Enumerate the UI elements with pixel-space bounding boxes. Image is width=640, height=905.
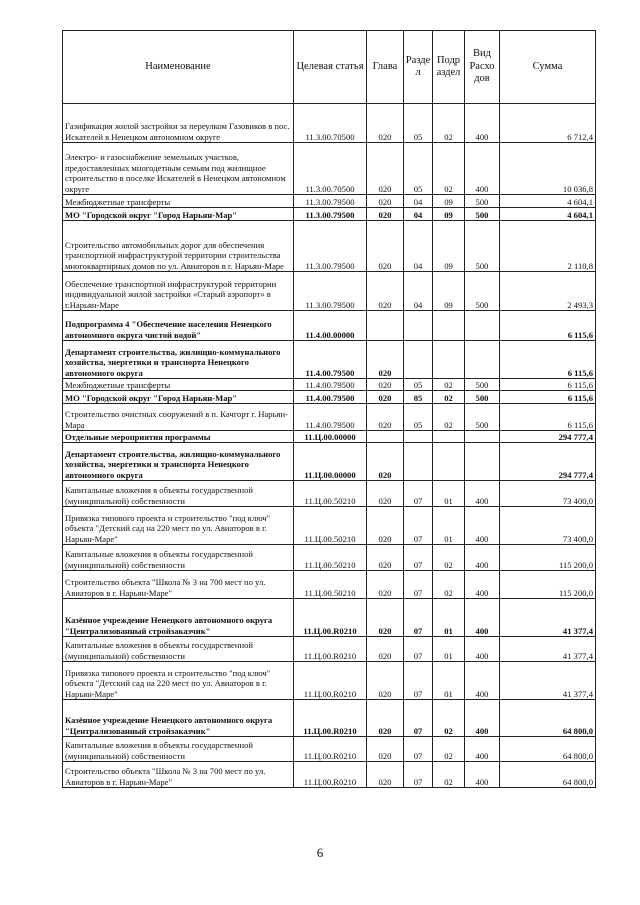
table-row — [63, 481, 596, 507]
row-target-article: 11.Ц.00.R0210 — [294, 762, 367, 788]
row-section: 07 — [404, 507, 433, 545]
row-name: МО "Городской округ "Город Нарьян-Мар" — [63, 391, 294, 404]
page-number: 6 — [316, 845, 324, 860]
row-subsection: 09 — [433, 221, 465, 272]
row-section: 05 — [404, 379, 433, 391]
row-subsection: 02 — [433, 379, 465, 391]
row-name: Казённое учреждение Ненецкого автономного округа "Централизованный стройзаказчик" — [63, 700, 294, 737]
row-sum: 115 200,0 — [500, 545, 596, 571]
row-expense-type: 500 — [465, 195, 500, 208]
row-expense-type: 500 — [465, 404, 500, 431]
table-row — [63, 208, 596, 221]
row-expense-type: 400 — [465, 599, 500, 637]
row-sum: 64 800,0 — [500, 700, 596, 737]
row-section: 07 — [404, 481, 433, 507]
table-row — [63, 272, 596, 311]
row-target-article: 11.3.00.79500 — [294, 272, 367, 311]
row-chapter: 020 — [367, 104, 404, 143]
row-subsection — [433, 431, 465, 443]
row-target-article: 11.Ц.00.R0210 — [294, 662, 367, 700]
row-sum: 115 200,0 — [500, 571, 596, 599]
row-subsection: 02 — [433, 104, 465, 143]
row-section — [404, 311, 433, 341]
table-row — [63, 143, 596, 195]
row-target-article: 11.Ц.00.R0210 — [294, 737, 367, 762]
row-target-article: 11.Ц.00.50210 — [294, 481, 367, 507]
row-chapter: 020 — [367, 481, 404, 507]
table-row — [63, 762, 596, 788]
row-expense-type — [465, 341, 500, 379]
row-target-article: 11.4.00.79500 — [294, 391, 367, 404]
row-subsection: 02 — [433, 571, 465, 599]
row-expense-type: 400 — [465, 571, 500, 599]
row-name: Капитальные вложения в объекты государственной (муниципальной) собственности — [63, 481, 294, 507]
row-expense-type: 400 — [465, 637, 500, 662]
row-sum: 2 493,3 — [500, 272, 596, 311]
row-subsection: 01 — [433, 481, 465, 507]
row-section: 07 — [404, 662, 433, 700]
row-chapter: 020 — [367, 662, 404, 700]
row-name: Строительство объекта "Школа № 3 на 700 мест по ул. Авиаторов в г. Нарьян-Маре" — [63, 571, 294, 599]
table-row — [63, 195, 596, 208]
row-section — [404, 341, 433, 379]
row-sum: 2 110,8 — [500, 221, 596, 272]
row-target-article: 11.Ц.00.R0210 — [294, 637, 367, 662]
row-chapter: 020 — [367, 545, 404, 571]
row-chapter: 020 — [367, 391, 404, 404]
row-name: Межбюджетные трансферты — [63, 195, 294, 208]
row-section: 07 — [404, 545, 433, 571]
row-sum: 64 800,0 — [500, 737, 596, 762]
row-section: 04 — [404, 208, 433, 221]
header-name: Наименование — [63, 31, 294, 104]
row-sum: 41 377,4 — [500, 637, 596, 662]
row-expense-type — [465, 311, 500, 341]
row-chapter: 020 — [367, 341, 404, 379]
row-target-article: 11.3.00.70500 — [294, 143, 367, 195]
row-chapter: 020 — [367, 571, 404, 599]
row-expense-type: 400 — [465, 737, 500, 762]
row-subsection: 02 — [433, 545, 465, 571]
row-sum: 294 777,4 — [500, 431, 596, 443]
row-expense-type: 500 — [465, 379, 500, 391]
row-subsection: 01 — [433, 599, 465, 637]
row-subsection — [433, 311, 465, 341]
row-name: Департамент строительства, жилищно-коммунального хозяйства, энергетики и транспорта Ненецкого автономного округа — [63, 443, 294, 481]
row-name: Строительство объекта "Школа № 3 на 700 мест по ул. Авиаторов в г. Нарьян-Маре" — [63, 762, 294, 788]
row-subsection: 02 — [433, 762, 465, 788]
row-subsection: 02 — [433, 143, 465, 195]
row-sum: 64 800,0 — [500, 762, 596, 788]
row-section: 07 — [404, 700, 433, 737]
row-expense-type: 500 — [465, 272, 500, 311]
row-name: МО "Городской округ "Город Нарьян-Мар" — [63, 208, 294, 221]
row-expense-type: 400 — [465, 507, 500, 545]
row-sum: 73 400,0 — [500, 481, 596, 507]
row-name: Подпрограмма 4 "Обеспечение населения Ненецкого автономного округа чистой водой" — [63, 311, 294, 341]
row-section: 05 — [404, 391, 433, 404]
row-section: 04 — [404, 195, 433, 208]
row-target-article: 11.4.00.79500 — [294, 341, 367, 379]
table-row — [63, 431, 596, 443]
header-subsection: Подр аздел — [433, 31, 465, 104]
row-target-article: 11.4.00.00000 — [294, 311, 367, 341]
row-target-article: 11.Ц.00.00000 — [294, 431, 367, 443]
row-subsection: 01 — [433, 507, 465, 545]
row-name: Капитальные вложения в объекты государственной (муниципальной) собственности — [63, 637, 294, 662]
row-target-article: 11.Ц.00.R0210 — [294, 700, 367, 737]
row-chapter: 020 — [367, 737, 404, 762]
row-chapter: 020 — [367, 143, 404, 195]
row-expense-type: 400 — [465, 104, 500, 143]
row-name: Капитальные вложения в объекты государственной (муниципальной) собственности — [63, 545, 294, 571]
row-chapter: 020 — [367, 404, 404, 431]
row-target-article: 11.Ц.00.R0210 — [294, 599, 367, 637]
row-sum: 6 115,6 — [500, 311, 596, 341]
row-target-article: 11.4.00.79500 — [294, 404, 367, 431]
row-subsection: 02 — [433, 391, 465, 404]
row-target-article: 11.3.00.79500 — [294, 221, 367, 272]
row-sum: 4 604,1 — [500, 195, 596, 208]
row-subsection: 02 — [433, 700, 465, 737]
row-subsection: 09 — [433, 208, 465, 221]
row-sum: 294 777,4 — [500, 443, 596, 481]
table-row — [63, 104, 596, 143]
row-chapter: 020 — [367, 637, 404, 662]
row-target-article: 11.Ц.00.50210 — [294, 571, 367, 599]
row-target-article: 11.Ц.00.50210 — [294, 545, 367, 571]
table-row — [63, 571, 596, 599]
row-expense-type — [465, 431, 500, 443]
row-section: 05 — [404, 404, 433, 431]
row-subsection: 02 — [433, 737, 465, 762]
table-row — [63, 221, 596, 272]
header-target-article: Целевая статья — [294, 31, 367, 104]
row-name: Строительство автомобильных дорог для обеспечения транспортной инфраструктурой территории строительства многоквартирных домов по ул. Авиаторов в г. Нарьян-Маре — [63, 221, 294, 272]
budget-table — [62, 30, 596, 788]
row-section: 05 — [404, 104, 433, 143]
row-target-article: 11.4.00.79500 — [294, 379, 367, 391]
row-section — [404, 443, 433, 481]
row-section: 07 — [404, 571, 433, 599]
row-chapter: 020 — [367, 195, 404, 208]
row-chapter: 020 — [367, 599, 404, 637]
row-chapter: 020 — [367, 700, 404, 737]
table-row — [63, 507, 596, 545]
row-subsection — [433, 443, 465, 481]
row-name: Строительство очистных сооружений в п. Качгорт г. Нарьян-Мара — [63, 404, 294, 431]
row-section: 07 — [404, 762, 433, 788]
row-chapter: 020 — [367, 507, 404, 545]
row-name: Капитальные вложения в объекты государственной (муниципальной) собственности — [63, 737, 294, 762]
row-target-article: 11.3.00.79500 — [294, 208, 367, 221]
row-expense-type: 500 — [465, 391, 500, 404]
row-sum: 10 036,8 — [500, 143, 596, 195]
row-expense-type: 500 — [465, 208, 500, 221]
row-expense-type: 400 — [465, 143, 500, 195]
row-section: 07 — [404, 599, 433, 637]
row-sum: 6 115,6 — [500, 341, 596, 379]
row-sum: 6 115,6 — [500, 391, 596, 404]
table-row — [63, 599, 596, 637]
table-header-row — [63, 31, 596, 104]
row-expense-type: 400 — [465, 481, 500, 507]
row-sum: 6 712,4 — [500, 104, 596, 143]
row-section: 05 — [404, 143, 433, 195]
table-row — [63, 637, 596, 662]
table-row — [63, 341, 596, 379]
row-chapter: 020 — [367, 272, 404, 311]
table-row — [63, 545, 596, 571]
row-section: 07 — [404, 637, 433, 662]
table-body — [63, 104, 596, 788]
table-row — [63, 404, 596, 431]
row-name: Привязка типового проекта и строительство "под ключ" объекта "Детский сад на 220 мест по ул. Авиаторов в г. Нарьян-Маре" — [63, 662, 294, 700]
row-section: 07 — [404, 737, 433, 762]
row-chapter: 020 — [367, 762, 404, 788]
row-name: Межбюджетные трансферты — [63, 379, 294, 391]
table-row — [63, 737, 596, 762]
row-section: 04 — [404, 221, 433, 272]
row-chapter — [367, 311, 404, 341]
row-subsection: 01 — [433, 662, 465, 700]
table-row — [63, 311, 596, 341]
row-sum: 6 115,6 — [500, 379, 596, 391]
header-expense-type: Вид Расхо дов — [465, 31, 500, 104]
table-row — [63, 700, 596, 737]
row-expense-type: 400 — [465, 662, 500, 700]
row-name: Привязка типового проекта и строительство "под ключ" объекта "Детский сад на 220 мест по ул. Авиаторов в г. Нарьян-Маре" — [63, 507, 294, 545]
table-row — [63, 443, 596, 481]
row-chapter: 020 — [367, 221, 404, 272]
row-name: Департамент строительства, жилищно-коммунального хозяйства, энергетики и транспорта Ненецкого автономного округа — [63, 341, 294, 379]
row-name: Электро- и газоснабжение земельных участков, предоставленных многодетным семьям под жилищное строительство в поселке Искателей в Ненецком автономном округе — [63, 143, 294, 195]
row-subsection: 09 — [433, 195, 465, 208]
row-sum: 41 377,4 — [500, 662, 596, 700]
row-expense-type: 400 — [465, 762, 500, 788]
row-expense-type: 500 — [465, 221, 500, 272]
row-sum: 6 115,6 — [500, 404, 596, 431]
row-name: Казённое учреждение Ненецкого автономного округа "Централизованный стройзаказчик" — [63, 599, 294, 637]
row-name: Газификация жилой застройки за переулком Газовиков в пос. Искателей в Ненецком автономном округе — [63, 104, 294, 143]
header-sum: Сумма — [500, 31, 596, 104]
row-chapter — [367, 431, 404, 443]
row-section — [404, 431, 433, 443]
row-chapter: 020 — [367, 443, 404, 481]
row-subsection: 01 — [433, 637, 465, 662]
row-subsection — [433, 341, 465, 379]
row-name: Обеспечение транспортной инфраструктурой территории индивидуальной жилой застройки «Старый аэропорт» в г.Нарьян-Маре — [63, 272, 294, 311]
table-row — [63, 379, 596, 391]
row-subsection: 02 — [433, 404, 465, 431]
row-name: Отдельные мероприятия программы — [63, 431, 294, 443]
row-target-article: 11.Ц.00.00000 — [294, 443, 367, 481]
row-chapter: 020 — [367, 208, 404, 221]
row-subsection: 09 — [433, 272, 465, 311]
row-expense-type: 400 — [465, 545, 500, 571]
row-section: 04 — [404, 272, 433, 311]
row-chapter: 020 — [367, 379, 404, 391]
row-target-article: 11.Ц.00.50210 — [294, 507, 367, 545]
row-expense-type — [465, 443, 500, 481]
table-row — [63, 391, 596, 404]
header-section: Разде л — [404, 31, 433, 104]
row-sum: 41 377,4 — [500, 599, 596, 637]
table-row — [63, 662, 596, 700]
row-sum: 73 400,0 — [500, 507, 596, 545]
row-target-article: 11.3.00.70500 — [294, 104, 367, 143]
header-chapter: Глава — [367, 31, 404, 104]
row-sum: 4 604,1 — [500, 208, 596, 221]
row-target-article: 11.3.00.79500 — [294, 195, 367, 208]
row-expense-type: 400 — [465, 700, 500, 737]
